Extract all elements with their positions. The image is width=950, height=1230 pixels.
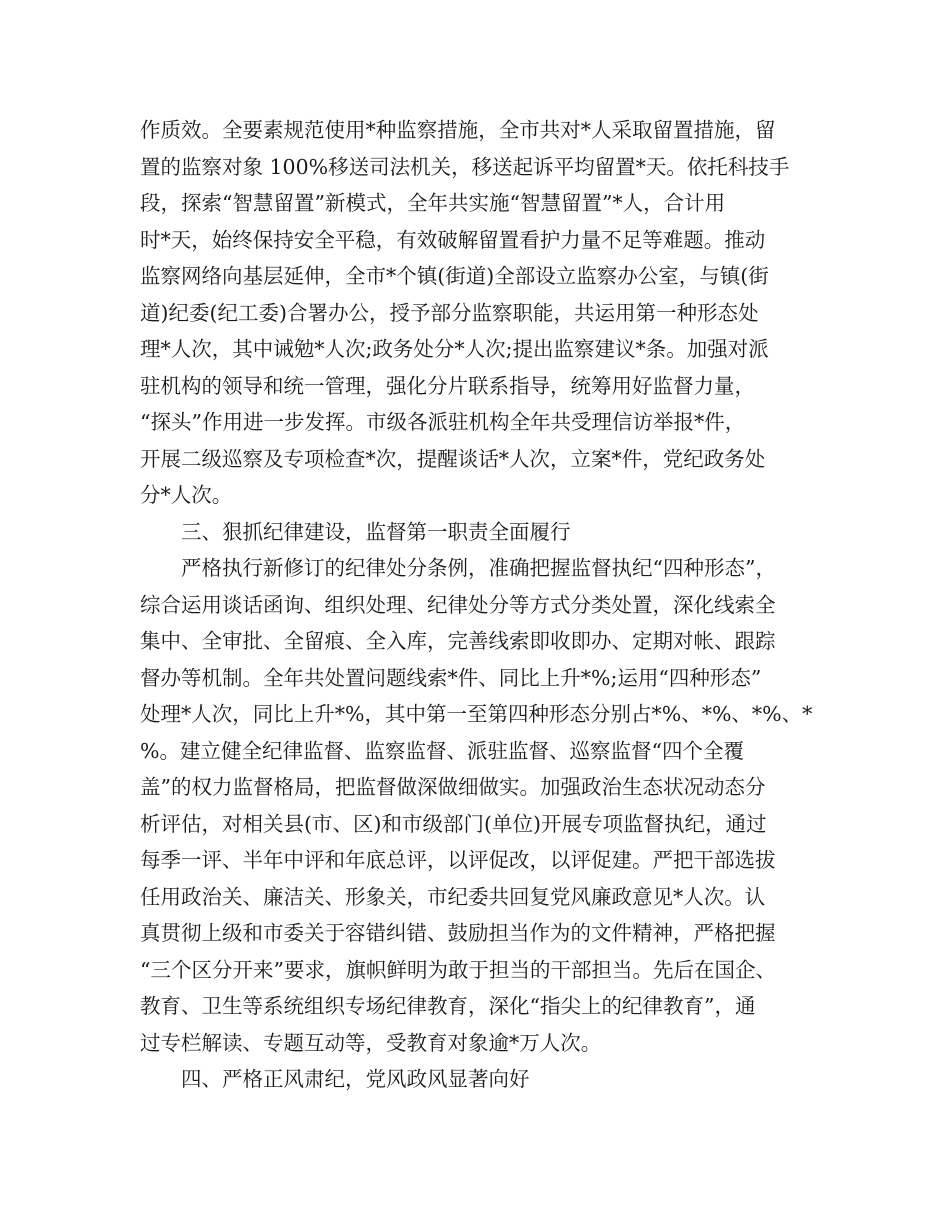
text-line: 置的监察对象 100%移送司法机关，移送起诉平均留置*天。依托科技手 (140, 154, 790, 179)
text-line: 综合运用谈话函询、组织处理、纪律处分等方式分类处置，深化线索全 (140, 592, 776, 617)
text-line: 道)纪委(纪工委)合署办公，授予部分监察职能，共运用第一种形态处 (140, 300, 759, 325)
text-line: %。建立健全纪律监督、监察监督、派驻监督、巡察监督“四个全覆 (140, 738, 744, 763)
text-line: 作质效。全要素规范使用*种监察措施，全市共对*人采取留置措施，留 (140, 118, 776, 142)
section-heading: 四、严格正风肃纪，党风政风显著向好 (181, 1067, 530, 1091)
text-line: 理*人次，其中诫勉*人次;政务处分*人次;提出监察建议*条。加强对派 (140, 337, 769, 361)
section-heading: 三、狠抓纪律建设，监督第一职责全面履行 (181, 519, 571, 544)
text-line: 时*天，始终保持安全平稳，有效破解留置看护力量不足等难题。推动 (140, 227, 766, 252)
text-line: “三个区分开来”要求，旗帜鲜明为敢于担当的干部担当。先后在国企、 (140, 957, 776, 982)
text-line: 真贯彻上级和市委关于容错纠错、鼓励担当作为的文件精神，严格把握 (140, 921, 776, 945)
text-line: 开展二级巡察及专项检查*次，提醒谈话*人次，立案*件，党纪政务处 (140, 446, 766, 471)
text-line: 过专栏解读、专题互动等，受教育对象逾*万人次。 (140, 1030, 602, 1055)
body-text (140, 112, 820, 1098)
text-line: 任用政治关、廉洁关、形象关，市纪委共回复党风廉政意见*人次。认 (140, 884, 766, 909)
text-line: 督办等机制。全年共处置问题线索*件、同比上升*%;运用“四种形态” (140, 665, 762, 690)
text-line: 析评估，对相关县(市、区)和市级部门(单位)开展专项监督执纪，通过 (140, 811, 767, 836)
text-line: 监察网络向基层延伸，全市*个镇(街道)全部设立监察办公室，与镇(街 (140, 264, 769, 288)
text-line: 集中、全审批、全留痕、全入库，完善线索即收即办、定期对帐、跟踪 (140, 629, 776, 653)
text-line: 每季一评、半年中评和年底总评，以评促改，以评促建。严把干部选拔 (140, 848, 776, 872)
text-line: “探头”作用进一步发挥。市级各派驻机构全年共受理信访举报*件， (140, 410, 746, 434)
text-line: 段，探索“智慧留置”新模式，全年共实施“智慧留置”*人，合计用 (140, 191, 726, 215)
text-line: 教育、卫生等系统组织专场纪律教育，深化“指尖上的纪律教育”，通 (140, 994, 756, 1018)
text-line: 驻机构的领导和统一管理，强化分片联系指导，统筹用好监督力量， (140, 373, 755, 398)
text-line: 盖”的权力监督格局，把监督做深做细做实。加强政治生态状况动态分 (140, 775, 766, 799)
paragraph-first-line: 严格执行新修订的纪律处分条例，准确把握监督执纪“四种形态”， (181, 556, 776, 580)
text-line: 分*人次。 (140, 483, 233, 507)
text-line: 处理*人次，同比上升*%，其中第一至第四种形态分别占*%、*%、*%、* (140, 702, 813, 726)
